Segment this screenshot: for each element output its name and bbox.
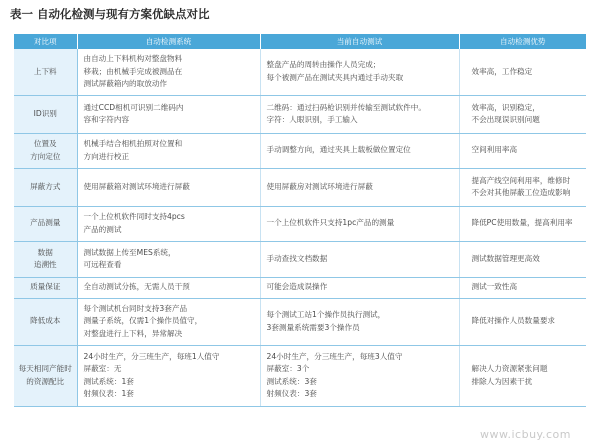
- cell-text-line: 使用屏蔽房对测试环境进行屏蔽: [266, 181, 373, 191]
- row-item-cell: [14, 168, 77, 206]
- cell-text-line: 不会对其他屏蔽工位造成影响: [471, 188, 571, 197]
- table-body: [14, 49, 586, 406]
- current-testing-cell: [260, 168, 459, 206]
- cell-text-line: 方向进行校正: [83, 151, 130, 161]
- table-row: [14, 133, 586, 168]
- current-testing-cell: [260, 49, 459, 95]
- cell-text-line: 手动查找文档数据: [266, 253, 328, 263]
- watermark: www.icbuy.com: [480, 428, 571, 441]
- cell-text-line: 产品测量: [30, 218, 61, 228]
- cell-text-line: ID识别: [33, 108, 57, 118]
- cell-text-line: 解决人力资源紧张问题: [471, 364, 548, 373]
- cell-text-line: 位置及: [33, 139, 57, 148]
- header-current-testing: 当前自动测试: [260, 34, 459, 49]
- header-auto-system: 自动检测系统: [77, 34, 260, 49]
- row-item-cell: [14, 241, 77, 277]
- cell-text-line: 方向定位: [30, 151, 61, 161]
- auto-system-cell: [77, 133, 260, 168]
- cell-text-line: 移栽；由机械手完成被测品在: [83, 66, 183, 76]
- cell-text-line: 整盘产品的周转由操作人员完成；: [266, 60, 381, 70]
- table-row: [14, 277, 586, 298]
- cell-text-line: 不会出现误识别问题: [471, 115, 540, 124]
- current-testing-cell: [260, 298, 459, 345]
- row-item-cell: [14, 277, 77, 298]
- cell-text-line: 屏蔽室：无: [83, 364, 122, 373]
- cell-text-line: 空间利用率高: [471, 145, 518, 155]
- row-item-cell: [14, 345, 77, 406]
- advantage-cell: [459, 298, 586, 345]
- cell-text-line: 对整盘进行上下料，异常解决: [83, 328, 183, 338]
- cell-text-line: 24小时生产，分三班生产，每班1人值守: [83, 351, 220, 361]
- cell-text-line: 使用屏蔽箱对测试环境进行屏蔽: [83, 181, 190, 191]
- auto-system-cell: [77, 345, 260, 406]
- table-row: [14, 345, 586, 406]
- table-row: [14, 49, 586, 95]
- advantage-cell: [459, 241, 586, 277]
- cell-text-line: 测试数据管理更高效: [471, 253, 540, 263]
- table-row: [14, 95, 586, 133]
- comparison-table: [14, 34, 586, 407]
- advantage-cell: [459, 277, 586, 298]
- auto-system-cell: [77, 206, 260, 241]
- current-testing-cell: [260, 241, 459, 277]
- auto-system-cell: [77, 277, 260, 298]
- cell-text-line: 24小时生产，分三班生产，每班3人值守: [266, 351, 403, 361]
- current-testing-cell: [260, 277, 459, 298]
- cell-text-line: 容和字符内容: [83, 115, 130, 124]
- auto-system-cell: [77, 168, 260, 206]
- cell-text-line: 每个测试机台同时支持3套产品: [83, 303, 188, 313]
- cell-text-line: 每个测试工站1个操作员执行测试，: [266, 310, 386, 319]
- cell-text-line: 3套测量系统需要3个操作员: [266, 322, 360, 332]
- cell-text-line: 可能会造成误操作: [266, 282, 328, 292]
- table-title: 表一 自动化检测与现有方案优缺点对比: [10, 7, 210, 21]
- row-item-cell: [14, 133, 77, 168]
- advantage-cell: [459, 345, 586, 406]
- row-item-cell: [14, 49, 77, 95]
- cell-text-line: 屏蔽室：3个: [266, 364, 310, 373]
- cell-text-line: 降低成本: [30, 316, 61, 326]
- advantage-cell: [459, 133, 586, 168]
- cell-text-line: 测试屏蔽箱内的取放动作: [83, 79, 168, 88]
- row-item-cell: [14, 95, 77, 133]
- cell-text-line: 每天相同产能时: [18, 364, 72, 373]
- cell-text-line: 追溯性: [33, 260, 57, 269]
- cell-text-line: 的资源配比: [26, 376, 65, 386]
- advantage-cell: [459, 206, 586, 241]
- row-item-cell: [14, 298, 77, 345]
- table-header-row: [14, 34, 586, 49]
- cell-text-line: 通过CCD相机可识别二维码内: [83, 102, 184, 112]
- cell-text-line: 排除人为因素干扰: [471, 376, 533, 386]
- cell-text-line: 由自动上下料机构对整盘物料: [83, 54, 183, 63]
- cell-text-line: 射频仪表：1套: [83, 389, 134, 398]
- cell-text-line: 一个上位机软件只支持1pc产品的测量: [266, 218, 395, 228]
- cell-text-line: 全自动测试分拣，无需人员干预: [83, 282, 190, 292]
- current-testing-cell: [260, 95, 459, 133]
- auto-system-cell: [77, 95, 260, 133]
- advantage-cell: [459, 168, 586, 206]
- table-row: [14, 241, 586, 277]
- cell-text-line: 手动调整方向，通过夹具上载板做位置定位: [266, 145, 411, 155]
- table-row: [14, 298, 586, 345]
- cell-text-line: 降低PC使用数量，提高利用率: [471, 218, 573, 228]
- cell-text-line: 测试系统：3套: [266, 376, 317, 386]
- cell-text-line: 质量保证: [30, 282, 61, 292]
- cell-text-line: 效率高，识别稳定，: [471, 102, 540, 112]
- cell-text-line: 测量子系统，仅需1个操作员值守，: [83, 316, 203, 326]
- cell-text-line: 产品的测试: [83, 224, 122, 234]
- cell-text-line: 测试数据上传至MES系统，: [83, 247, 176, 257]
- cell-text-line: 提高产线空间利用率，维修时: [471, 175, 571, 185]
- current-testing-cell: [260, 345, 459, 406]
- auto-system-cell: [77, 49, 260, 95]
- table-row: [14, 168, 586, 206]
- cell-text-line: 字符：人眼识别，手工输入: [266, 115, 358, 124]
- cell-text-line: 可远程查看: [83, 260, 122, 269]
- cell-text-line: 每个被测产品在测试夹具内通过手动夹取: [266, 72, 404, 82]
- header-advantage: 自动检测优势: [459, 34, 586, 49]
- cell-text-line: 屏蔽方式: [30, 181, 61, 191]
- cell-text-line: 数据: [37, 247, 53, 257]
- cell-text-line: 一个上位机软件同时支持4pcs: [83, 212, 185, 221]
- cell-text-line: 测试系统：1套: [83, 376, 134, 386]
- auto-system-cell: [77, 241, 260, 277]
- cell-text-line: 上下料: [33, 66, 57, 76]
- cell-text-line: 射频仪表：3套: [266, 389, 317, 398]
- auto-system-cell: [77, 298, 260, 345]
- advantage-cell: [459, 49, 586, 95]
- cell-text-line: 效率高，工作稳定: [471, 66, 533, 76]
- cell-text-line: 二维码：通过扫码枪识别并传输至测试软件中。: [266, 102, 426, 112]
- header-comparison-item: 对比项: [14, 34, 77, 49]
- current-testing-cell: [260, 206, 459, 241]
- current-testing-cell: [260, 133, 459, 168]
- advantage-cell: [459, 95, 586, 133]
- cell-text-line: 机械手结合相机拍照对位置和: [83, 139, 183, 148]
- table-row: [14, 206, 586, 241]
- row-item-cell: [14, 206, 77, 241]
- cell-text-line: 降低对操作人员数量要求: [471, 316, 556, 326]
- cell-text-line: 测试一致性高: [471, 282, 518, 292]
